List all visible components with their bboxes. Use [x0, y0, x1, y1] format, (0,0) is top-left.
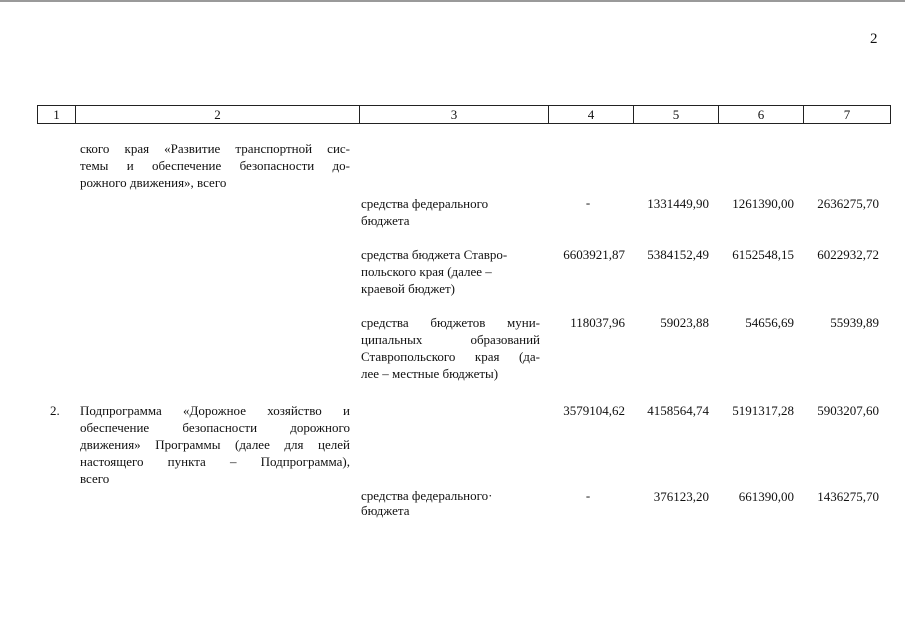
column-header-5: 5 — [634, 106, 719, 124]
source-local-budgets — [361, 314, 540, 382]
source-line: средства федерального· — [361, 488, 493, 503]
subprogram-title-line: движения» Программы (далее для целей — [80, 437, 350, 452]
total-col7: 5903207,60 — [817, 403, 879, 418]
source-line: бюджета — [361, 503, 410, 518]
value-col5: 1331449,90 — [647, 196, 709, 211]
value-col7: 55939,89 — [830, 315, 879, 330]
value-col7: 6022932,72 — [817, 247, 879, 262]
source-line: лее – местные бюджеты) — [361, 366, 499, 381]
value-col5: 5384152,49 — [647, 247, 709, 262]
column-header-6: 6 — [719, 106, 804, 124]
subprogram-title-line: настоящего пункта – Подпрограмма), — [80, 454, 350, 469]
source-federal-budget — [361, 488, 540, 518]
source-line: средства бюджетов муни- — [361, 315, 540, 330]
program-title-line: темы и обеспечение безопасности до- — [80, 158, 350, 173]
column-header-3: 3 — [360, 106, 549, 124]
source-line: ципальных образований — [361, 332, 540, 347]
source-regional-budget — [361, 246, 540, 297]
subprogram-title-line: всего — [80, 471, 110, 486]
source-line: польского края (далее – — [361, 264, 492, 279]
subprogram-title — [80, 402, 350, 487]
row-number: 2. — [50, 403, 60, 418]
total-col5: 4158564,74 — [647, 403, 709, 418]
column-header-1: 1 — [38, 106, 76, 124]
value-col5: 59023,88 — [660, 315, 709, 330]
scan-top-edge — [0, 0, 905, 2]
total-col4: 3579104,62 — [563, 403, 625, 418]
value-col7: 2636275,70 — [817, 196, 879, 211]
column-header-4: 4 — [549, 106, 634, 124]
source-line: бюджета — [361, 213, 410, 228]
subprogram-title-line: обеспечение безопасности дорожного — [80, 420, 350, 435]
program-title-line: рожного движения», всего — [80, 175, 227, 190]
value-col5: 376123,20 — [653, 489, 709, 504]
total-col6: 5191317,28 — [732, 403, 794, 418]
value-col6: 1261390,00 — [732, 196, 794, 211]
value-col4: - — [585, 488, 591, 503]
source-line: краевой бюджет) — [361, 281, 455, 296]
value-col4: - — [585, 195, 591, 210]
value-col7: 1436275,70 — [817, 489, 879, 504]
value-col6: 54656,69 — [745, 315, 794, 330]
source-line: средства бюджета Ставро- — [361, 247, 508, 262]
source-line: Ставропольского края (да- — [361, 349, 540, 364]
page-number: 2 — [870, 31, 878, 47]
program-title-line: ского края «Развитие транспортной сис- — [80, 141, 350, 156]
value-col4: 118037,96 — [570, 315, 625, 330]
value-col4: 6603921,87 — [563, 247, 625, 262]
value-col6: 661390,00 — [738, 489, 794, 504]
subprogram-title-line: Подпрограмма «Дорожное хозяйство и — [80, 403, 350, 418]
source-line: средства федерального — [361, 196, 489, 211]
value-col6: 6152548,15 — [732, 247, 794, 262]
column-header-7: 7 — [804, 106, 891, 124]
column-header-2: 2 — [76, 106, 360, 124]
column-header-row — [37, 105, 891, 124]
source-federal-budget — [361, 195, 540, 229]
program-title — [80, 140, 350, 191]
